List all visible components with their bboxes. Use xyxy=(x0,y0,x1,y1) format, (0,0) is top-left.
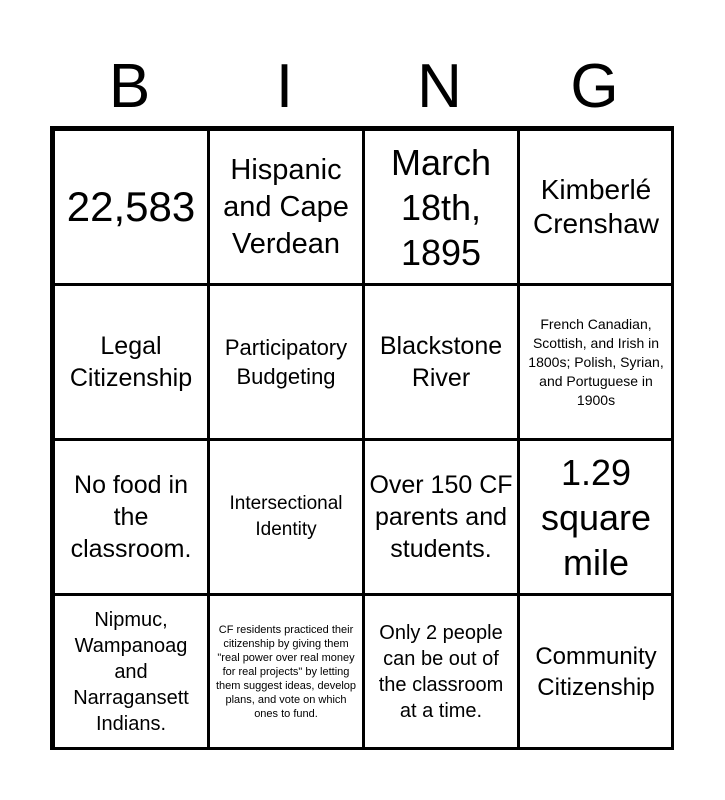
bingo-cell[interactable] xyxy=(208,439,364,595)
cell-text: Community Citizenship xyxy=(535,643,657,701)
bingo-cell[interactable] xyxy=(208,284,364,440)
bingo-cell[interactable] xyxy=(518,594,674,750)
cell-text: Participatory Budgeting xyxy=(224,335,348,389)
cell-text: French Canadian, Scottish, and Irish in 1800s; Polish, Syrian, and Portuguese in 1900s xyxy=(528,315,664,408)
bingo-cell[interactable] xyxy=(363,284,519,440)
bingo-cell[interactable] xyxy=(208,129,364,285)
cell-text: Kimberlé Crenshaw xyxy=(532,174,660,239)
bingo-cell[interactable] xyxy=(208,594,364,750)
cell-text: March 18th, 1895 xyxy=(390,141,492,273)
bingo-cell[interactable] xyxy=(53,129,209,285)
header-letter-g: G xyxy=(570,52,619,121)
cell-text: 22,583 xyxy=(66,183,196,230)
cell-text: 1.29 square mile xyxy=(540,451,652,583)
cell-text: Over 150 CF parents and students. xyxy=(369,471,513,563)
bingo-cell[interactable] xyxy=(363,129,519,285)
bingo-cell[interactable] xyxy=(53,439,209,595)
cell-text: Legal Citizenship xyxy=(69,332,193,392)
bingo-cell[interactable] xyxy=(518,129,674,285)
cell-text: Blackstone River xyxy=(379,332,503,392)
bingo-header xyxy=(52,52,672,122)
bingo-cell[interactable] xyxy=(53,594,209,750)
header-letter-b: B xyxy=(108,52,151,121)
bingo-grid xyxy=(50,126,674,750)
bingo-cell[interactable] xyxy=(363,439,519,595)
bingo-cell[interactable] xyxy=(53,284,209,440)
header-letter-n: N xyxy=(417,52,462,121)
bingo-cell[interactable] xyxy=(518,439,674,595)
cell-text: Nipmuc, Wampanoag and Narragansett Indians. xyxy=(73,609,189,735)
header-letter-i: I xyxy=(275,52,294,121)
bingo-cell[interactable] xyxy=(363,594,519,750)
cell-text: No food in the classroom. xyxy=(70,471,192,563)
cell-text: Intersectional Identity xyxy=(229,493,343,540)
cell-text: CF residents practiced their citizenship by giving them "real power over real money for real projects" by letting them suggest ideas, develop plans, and vote on which ones to fund. xyxy=(215,624,357,720)
cell-text: Only 2 people can be out of the classroom at a time. xyxy=(378,622,504,722)
bingo-cell[interactable] xyxy=(518,284,674,440)
cell-text: Hispanic and Cape Verdean xyxy=(223,153,349,260)
